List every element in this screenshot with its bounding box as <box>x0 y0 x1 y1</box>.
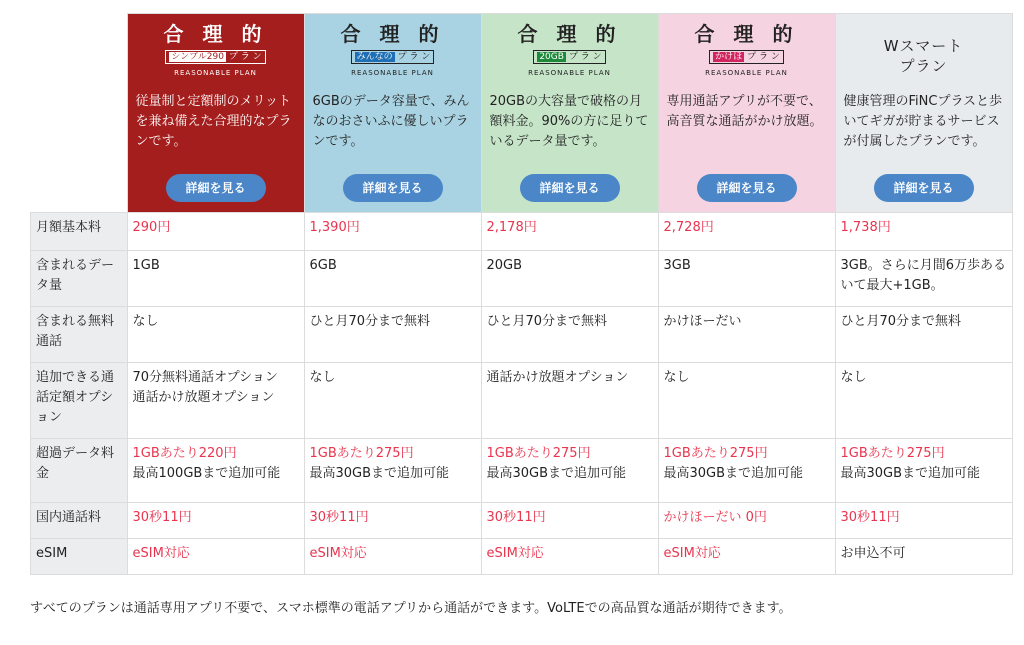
cell-text: なし <box>663 370 690 385</box>
table-cell <box>481 251 658 307</box>
plan-description: 健康管理のFiNCプラスと歩いてギガが貯まるサービスが付属したプランです。 <box>843 94 1003 149</box>
cell-text: 30秒11円 <box>132 510 192 525</box>
table-cell <box>481 363 658 439</box>
cell-text: 最高30GBまで追加可能 <box>486 466 627 481</box>
cell-text: 最高30GBまで追加可能 <box>663 466 804 481</box>
table-cell <box>304 539 481 575</box>
plan-header-row <box>31 14 1013 213</box>
cell-text: お申込不可 <box>840 546 906 561</box>
cell-text: ひと月70分まで無料 <box>309 314 431 329</box>
plan-header-simple290 <box>127 14 304 213</box>
cell-text: 6GB <box>309 258 337 273</box>
cell-text: 2,178円 <box>486 220 537 235</box>
details-button-simple290[interactable]: 詳細を見る <box>166 174 266 202</box>
cell-text: eSIM対応 <box>486 546 544 561</box>
corner-cell <box>31 14 128 213</box>
table-cell <box>658 439 835 503</box>
table-row <box>31 307 1013 363</box>
table-row <box>31 439 1013 503</box>
table-cell <box>127 439 304 503</box>
cell-text: 1GBあたり220円 <box>132 446 237 461</box>
table-cell <box>127 307 304 363</box>
cell-text: 通話かけ放題オプション <box>132 390 275 405</box>
table-cell <box>658 307 835 363</box>
cell-text: 70分無料通話オプション <box>132 370 278 385</box>
table-row <box>31 251 1013 307</box>
cell-text: 最高30GBまで追加可能 <box>309 466 450 481</box>
table-cell <box>127 503 304 539</box>
table-cell <box>127 213 304 251</box>
row-label: 超過データ料金 <box>31 439 128 503</box>
cell-text: 通話かけ放題オプション <box>486 370 629 385</box>
plan-logo-kakeho: 合 理 的 かけほ プ ラ ン REASONABLE PLAN <box>694 22 799 77</box>
cell-text: なし <box>840 370 867 385</box>
table-cell <box>127 363 304 439</box>
plan-description: 6GBのデータ容量で、みんなのおさいふに優しいプランです。 <box>312 94 470 149</box>
row-label: eSIM <box>31 539 128 575</box>
plan-header-kakeho <box>658 14 835 213</box>
cell-text: ひと月70分まで無料 <box>840 314 962 329</box>
plan-header-20gb <box>481 14 658 213</box>
cell-text: なし <box>309 370 336 385</box>
cell-text: eSIM対応 <box>132 546 190 561</box>
plan-header-wsmart <box>835 14 1012 213</box>
table-row <box>31 503 1013 539</box>
plan-header-minnano <box>304 14 481 213</box>
table-row <box>31 213 1013 251</box>
table-cell <box>835 539 1012 575</box>
cell-text: 2,728円 <box>663 220 714 235</box>
footer-note: すべてのプランは通話専用アプリ不要で、スマホ標準の電話アプリから通話ができます。VoLTEでの高品質な通話が期待できます。 <box>30 601 792 616</box>
details-button-kakeho[interactable]: 詳細を見る <box>697 174 797 202</box>
plan-description: 20GBの大容量で破格の月額料金。90%の方に足りているデータ量です。 <box>489 94 649 149</box>
plan-logo-simple290: 合 理 的 シンプル290 プ ラ ン REASONABLE PLAN <box>163 22 268 77</box>
table-cell <box>658 503 835 539</box>
details-button-20gb[interactable]: 詳細を見る <box>520 174 620 202</box>
table-cell <box>304 307 481 363</box>
table-cell <box>835 307 1012 363</box>
table-cell <box>481 503 658 539</box>
cell-text: 20GB <box>486 258 523 273</box>
table-row <box>31 539 1013 575</box>
plan-logo-minnano: 合 理 的 みんなの プ ラ ン REASONABLE PLAN <box>340 22 445 77</box>
cell-text: 30秒11円 <box>309 510 369 525</box>
table-cell <box>835 363 1012 439</box>
table-cell <box>481 539 658 575</box>
cell-text: 290円 <box>132 220 171 235</box>
table-cell <box>304 439 481 503</box>
cell-text: 1,738円 <box>840 220 891 235</box>
cell-text: 最高30GBまで追加可能 <box>840 466 981 481</box>
cell-text: かけほーだい <box>663 314 742 329</box>
table-cell <box>658 539 835 575</box>
cell-text: かけほーだい 0円 <box>663 510 767 525</box>
table-cell <box>304 503 481 539</box>
plan-description: 従量制と定額制のメリットを兼ね備えた合理的なプランです。 <box>135 94 292 149</box>
cell-text: 3GB <box>663 258 691 273</box>
cell-text: 3GB。さらに月間6万歩あるいて最大+1GB。 <box>840 258 1007 293</box>
table-cell <box>835 439 1012 503</box>
table-cell <box>481 213 658 251</box>
cell-text: 1GB <box>132 258 160 273</box>
row-label: 含まれるデータ量 <box>31 251 128 307</box>
table-cell <box>127 539 304 575</box>
table-cell <box>835 251 1012 307</box>
table-cell <box>304 251 481 307</box>
cell-text: 1GBあたり275円 <box>486 446 591 461</box>
details-button-wsmart[interactable]: 詳細を見る <box>874 174 974 202</box>
row-label: 追加できる通話定額オプション <box>31 363 128 439</box>
row-label: 国内通話料 <box>31 503 128 539</box>
table-cell <box>127 251 304 307</box>
table-cell <box>835 213 1012 251</box>
cell-text: ひと月70分まで無料 <box>486 314 608 329</box>
table-cell <box>481 307 658 363</box>
table-cell <box>658 251 835 307</box>
cell-text: 1GBあたり275円 <box>663 446 768 461</box>
plan-description: 専用通話アプリが不要で、高音質な通話がかけ放題。 <box>666 94 823 129</box>
plan-comparison-table <box>30 13 1013 575</box>
cell-text: eSIM対応 <box>663 546 721 561</box>
cell-text: なし <box>132 314 159 329</box>
table-cell <box>835 503 1012 539</box>
cell-text: 1GBあたり275円 <box>840 446 945 461</box>
plan-logo-wsmart: Wスマート プラン <box>883 37 964 75</box>
row-label: 月額基本料 <box>31 213 128 251</box>
table-cell <box>481 439 658 503</box>
cell-text: 1GBあたり275円 <box>309 446 414 461</box>
cell-text: 最高100GBまで追加可能 <box>132 466 281 481</box>
plan-logo-20gb: 合 理 的 20GB プ ラ ン REASONABLE PLAN <box>517 22 622 77</box>
table-cell <box>658 363 835 439</box>
cell-text: 1,390円 <box>309 220 360 235</box>
cell-text: eSIM対応 <box>309 546 367 561</box>
table-row <box>31 363 1013 439</box>
row-label: 含まれる無料通話 <box>31 307 128 363</box>
table-cell <box>304 213 481 251</box>
table-cell <box>304 363 481 439</box>
details-button-minnano[interactable]: 詳細を見る <box>343 174 443 202</box>
cell-text: 30秒11円 <box>486 510 546 525</box>
table-cell <box>658 213 835 251</box>
cell-text: 30秒11円 <box>840 510 900 525</box>
